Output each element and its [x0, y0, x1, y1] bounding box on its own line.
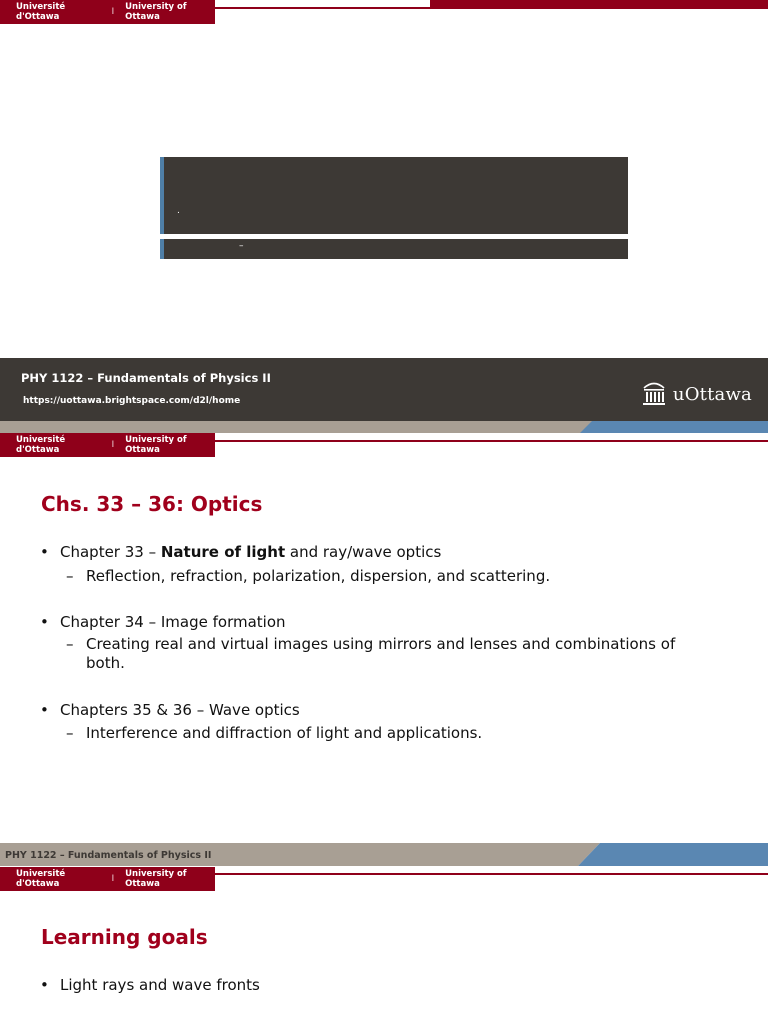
- bullet-text: Light rays and wave fronts: [60, 976, 260, 994]
- banner-fr: Université d'Ottawa: [16, 869, 66, 889]
- slide-2-footer-stripe: [0, 843, 768, 866]
- subtitle-placeholder-box: [160, 239, 628, 259]
- title-mark: .: [177, 206, 180, 216]
- bullet-text: Chapters 35 & 36 – Wave optics: [60, 701, 300, 719]
- bullet-text-post: and ray/wave optics: [285, 543, 442, 561]
- bullet-dot: •: [40, 701, 49, 719]
- sub-bullet-dash: –: [66, 724, 74, 742]
- course-title: PHY 1122 – Fundamentals of Physics II: [5, 850, 212, 861]
- slide-1-footer: [0, 358, 768, 421]
- course-title: PHY 1122 – Fundamentals of Physics II: [21, 371, 271, 385]
- sub-bullet-text: Interference and diffraction of light and applications.: [86, 724, 483, 742]
- sub-bullet: [66, 724, 482, 743]
- banner-en: University of Ottawa: [125, 869, 187, 889]
- banner-separator: I: [111, 874, 115, 884]
- banner-separator: I: [111, 440, 115, 450]
- bullet-item: [40, 543, 441, 561]
- sub-bullet-dash: –: [66, 635, 74, 653]
- sub-bullet-text-continued: both.: [86, 654, 125, 672]
- uottawa-wordmark: uOttawa: [672, 383, 752, 405]
- slide-title: Learning goals: [41, 925, 208, 949]
- banner-rule-thick: [430, 0, 768, 8]
- slide-title: Chs. 33 – 36: Optics: [41, 492, 263, 516]
- stripe-grey: [0, 421, 600, 433]
- bullet-item: [40, 613, 286, 631]
- uottawa-building-icon: [641, 379, 667, 409]
- sub-bullet-text: Creating real and virtual images using mirrors and lenses and combinations of: [86, 635, 676, 653]
- banner-en: University of Ottawa: [125, 435, 187, 455]
- uottawa-logo: [641, 379, 752, 409]
- stripe-blue: [580, 421, 768, 433]
- slide-1-footer-stripe: [0, 421, 768, 433]
- banner-en: University of Ottawa: [125, 2, 187, 22]
- banner-separator: I: [111, 7, 115, 17]
- banner-fr: Université d'Ottawa: [16, 2, 66, 22]
- sub-bullet-text: Reflection, refraction, polarization, dispersion, and scattering.: [86, 567, 551, 585]
- bullet-dot: •: [40, 613, 49, 631]
- bullet-dot: •: [40, 543, 49, 561]
- banner-fr: Université d'Ottawa: [16, 435, 66, 455]
- uottawa-banner: [0, 433, 215, 457]
- sub-bullet-dash: –: [66, 567, 74, 585]
- sub-bullet: [66, 635, 675, 673]
- sub-bullet: [66, 567, 550, 586]
- bullet-item: [40, 976, 260, 994]
- subtitle-mark: –: [239, 241, 244, 251]
- uottawa-banner: [0, 867, 215, 891]
- bullet-text: Chapter 34 – Image formation: [60, 613, 286, 631]
- title-placeholder-box: [160, 157, 628, 234]
- uottawa-banner: [0, 0, 215, 24]
- bullet-text-pre: Chapter 33 –: [60, 543, 161, 561]
- banner-rule: [215, 873, 768, 875]
- bullet-text-bold: Nature of light: [160, 543, 286, 561]
- course-url[interactable]: https://uottawa.brightspace.com/d2l/home: [23, 396, 241, 406]
- banner-rule: [215, 440, 768, 442]
- bullet-item: [40, 701, 300, 719]
- bullet-dot: •: [40, 976, 49, 994]
- stripe-blue: [578, 843, 768, 866]
